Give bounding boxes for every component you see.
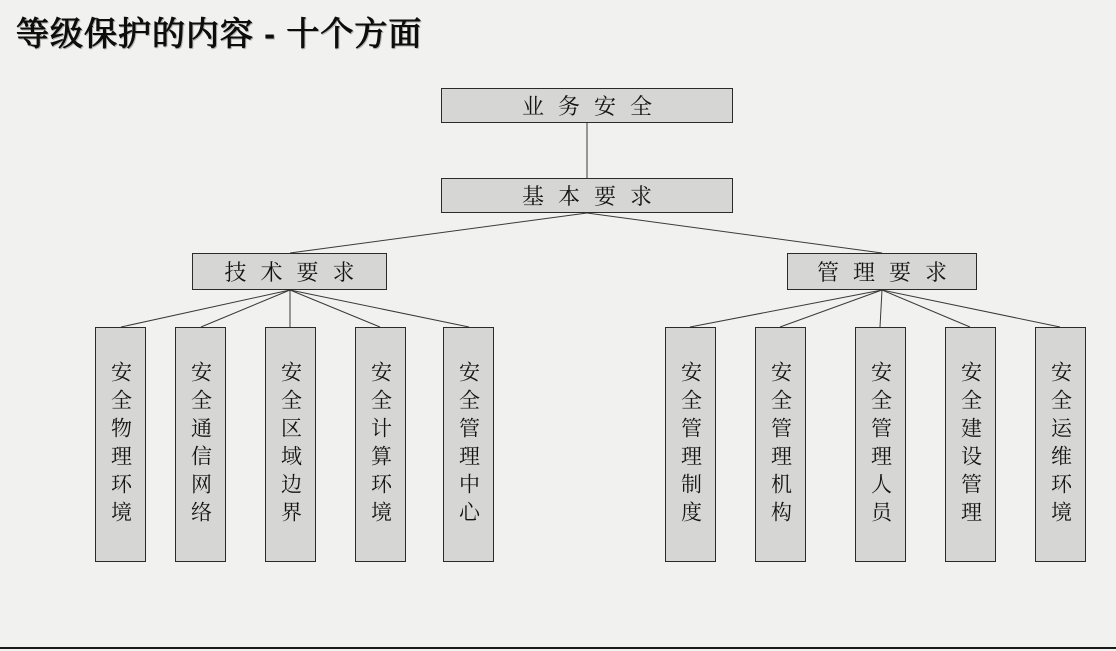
node-technical-requirements — [192, 253, 387, 290]
node-management-requirements — [787, 253, 977, 290]
node-computing-environment-label: 安全计算环境 — [368, 360, 393, 529]
node-physical-environment — [95, 327, 146, 562]
node-basic-requirements — [441, 178, 733, 213]
node-management-system — [665, 327, 716, 562]
node-construction-management-label: 安全建设管理 — [958, 360, 983, 529]
node-computing-environment — [355, 327, 406, 562]
node-construction-management — [945, 327, 996, 562]
node-basic-requirements-label: 基本要求 — [521, 185, 666, 210]
node-management-organization-label: 安全管理机构 — [768, 360, 793, 529]
node-area-boundary — [265, 327, 316, 562]
node-technical-requirements-label: 技术要求 — [224, 261, 369, 286]
node-communication-network-label: 安全通信网络 — [188, 360, 213, 529]
bottom-divider — [0, 647, 1116, 649]
node-business-security-label: 业务安全 — [521, 95, 666, 120]
node-physical-environment-label: 安全物理环境 — [108, 360, 133, 529]
node-management-personnel-label: 安全管理人员 — [868, 360, 893, 529]
node-operations-environment — [1035, 327, 1086, 562]
node-management-requirements-label: 管理要求 — [816, 261, 961, 286]
node-management-center — [443, 327, 494, 562]
node-management-system-label: 安全管理制度 — [678, 360, 703, 529]
node-management-organization — [755, 327, 806, 562]
node-management-personnel — [855, 327, 906, 562]
page-title: 等级保护的内容 - 十个方面 — [16, 15, 423, 52]
node-management-center-label: 安全管理中心 — [456, 360, 481, 529]
node-business-security — [441, 88, 733, 123]
node-area-boundary-label: 安全区域边界 — [278, 360, 303, 529]
node-operations-environment-label: 安全运维环境 — [1048, 360, 1073, 529]
node-communication-network — [175, 327, 226, 562]
